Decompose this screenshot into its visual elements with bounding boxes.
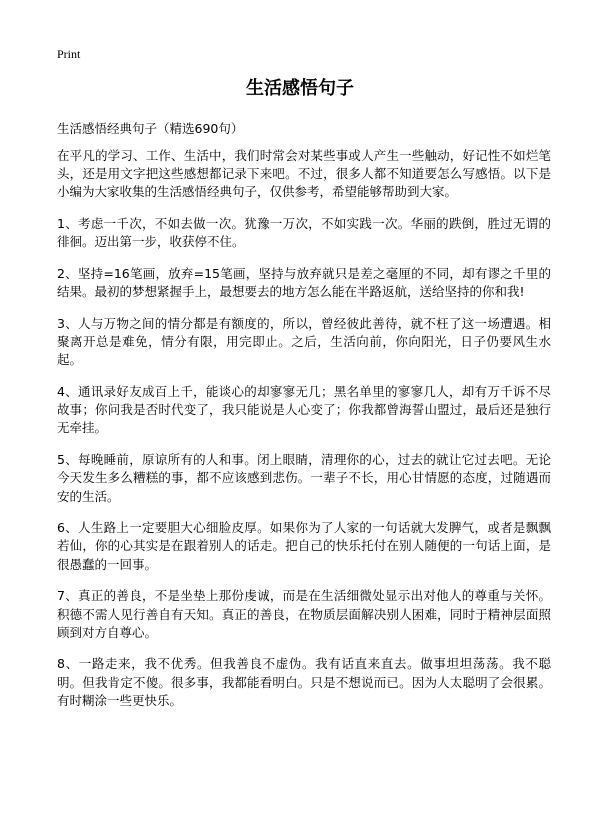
quote-item-8: 8、一路走来，我不优秀。但我善良不虚伪。我有话直来直去。做事坦坦荡荡。我不聪明。但我肯定不傻。很多事，我都能看明白。只是不想说而已。因为人太聪明了会很累。有时糊涂一些更快乐。 — [57, 656, 551, 708]
article-subtitle: 生活感悟经典句子（精选690句） — [57, 121, 244, 136]
quote-item-3: 3、人与万物之间的情分都是有额度的，所以，曾经彼此善待，就不枉了这一场遭遇。相聚离开总是难免，情分有限，用完即止。之后，生活向前，你向阳光，日子仍要风生水起。 — [57, 315, 551, 368]
article-body — [57, 147, 551, 724]
quote-item-4: 4、通讯录好友成百上千，能谈心的却寥寥无几；黑名单里的寥寥几人，却有万千诉不尽故事；你问我是否时代变了，我只能说是人心变了；你我都曾海誓山盟过，最后还是独行无牵挂。 — [57, 384, 551, 436]
intro-paragraph: 在平凡的学习、工作、生活中，我们时常会对某些事或人产生一些触动，好记性不如烂笔头，还是用文字把这些感想都记录下来吧。不过，很多人都不知道要怎么写感悟。以下是小编为大家收集的生活感悟经典句子，仅供参考，希望能够帮助到大家。 — [57, 148, 551, 200]
quote-item-1: 1、考虑一千次，不如去做一次。犹豫一万次，不如实践一次。华丽的跌倒，胜过无谓的徘徊。迈出第一步，收获停不住。 — [57, 216, 551, 250]
quote-item-5: 5、每晚睡前，原谅所有的人和事。闭上眼睛，清理你的心，过去的就让它过去吧。无论今天发生多么糟糕的事，都不应该感到悲伤。一辈子不长，用心甘情愿的态度，过随遇而安的生活。 — [57, 452, 551, 504]
quote-item-2: 2、坚持=16笔画，放弃=15笔画，坚持与放弃就只是差之毫厘的不同，却有谬之千里的结果。最初的梦想紧握手上，最想要去的地方怎么能在半路返航，送给坚持的你和我! — [57, 266, 551, 300]
page-title: 生活感悟句子 — [246, 78, 354, 99]
print-link[interactable]: Print — [57, 47, 81, 61]
quote-item-7: 7、真正的善良，不是坐垫上那份虔诚，而是在生活细微处显示出对他人的尊重与关怀。积德不需人见行善自有天知。真正的善良，在物质层面解决别人困难，同时于精神层面照顾到对方自尊心。 — [57, 588, 551, 640]
quote-item-6: 6、人生路上一定要胆大心细脸皮厚。如果你为了人家的一句话就大发脾气，或者是飘飘若仙，你的心其实是在跟着别人的话走。把自己的快乐托付在别人随便的一句话上面，是很愚蠢的一回事。 — [57, 520, 551, 572]
